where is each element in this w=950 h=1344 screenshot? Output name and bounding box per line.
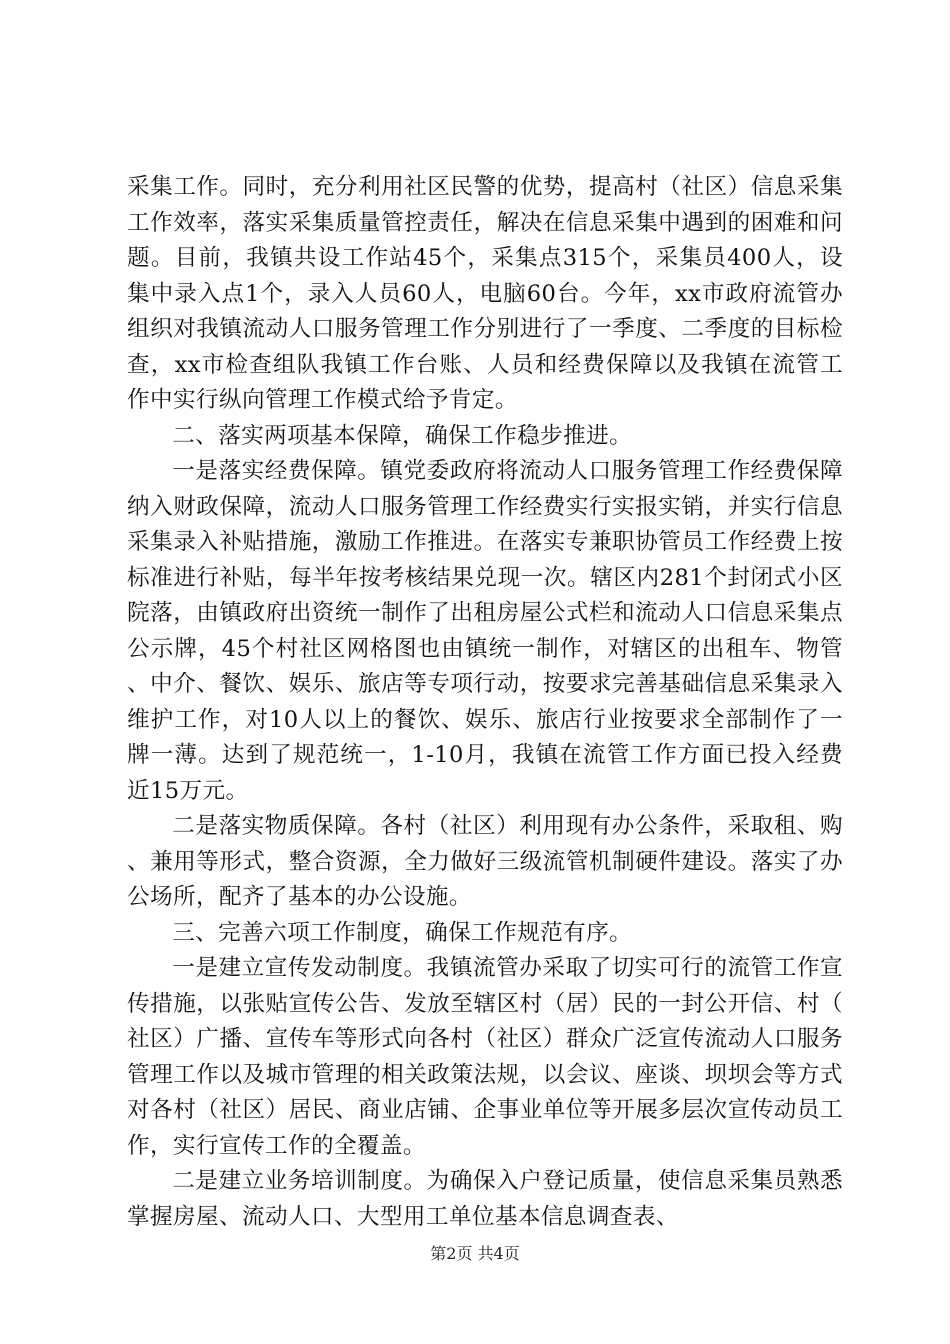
section-heading-three: 三、完善六项工作制度，确保工作规范有序。 [172,919,633,946]
paragraph-publicity-system: 一是建立宣传发动制度。我镇流管办采取了切实可行的流管工作宣传措施，以张贴宣传公告、发放至辖区村（居）民的一封公开信、村（社区）广播、宣传车等形式向各村（社区）群众广泛宣传流动人口服务管理工作以及城市管理的相关政策法规，以会议、座谈、坝坝会等方式对各村（社区）居民、商业店铺、企事业单位等开展多层次宣传动员工作，实行宣传工作的全覆盖。 [127,955,843,1159]
paragraph-continuation: 采集工作。同时，充分利用社区民警的优势，提高村（社区）信息采集工作效率，落实采集质量管控责任，解决在信息采集中遇到的困难和问题。目前，我镇共设工作站45个，采集点315个，采集员400人，设集中录入点1个，录入人员60人，电脑60台。今年，xx市政府流管办组织对我镇流动人口服务管理工作分别进行了一季度、二季度的目标检查，xx市检查组队我镇工作台账、人员和经费保障以及我镇在流管工作中实行纵向管理工作模式给予肯定。 [127,174,843,413]
page-number-footer: 第2页 共4页 [430,1244,520,1263]
document-body [127,170,843,1235]
paragraph-material-guarantee: 二是落实物质保障。各村（社区）利用现有办公条件，采取租、购、兼用等形式，整合资源，全力做好三级流管机制硬件建设。落实了办公场所，配齐了基本的办公设施。 [127,813,843,910]
paragraph-funding-guarantee: 一是落实经费保障。镇党委政府将流动人口服务管理工作经费保障纳入财政保障，流动人口服务管理工作经费实行实报实销，并实行信息采集录入补贴措施，激励工作推进。在落实专兼职协管员工作经费上按标准进行补贴，每半年按考核结果兑现一次。辖区内281个封闭式小区院落，由镇政府出资统一制作了出租房屋公式栏和流动人口信息采集点公示牌，45个村社区网格图也由镇统一制作，对辖区的出租车、物管、中介、餐饮、娱乐、旅店等专项行动，按要求完善基础信息采集录入维护工作，对10人以上的餐饮、娱乐、旅店行业按要求全部制作了一牌一薄。达到了规范统一，1-10月，我镇在流管工作方面已投入经费近15万元。 [127,458,843,804]
section-heading-two: 二、落实两项基本保障，确保工作稳步推进。 [172,422,633,449]
paragraph-training-system: 二是建立业务培训制度。为确保入户登记质量，使信息采集员熟悉掌握房屋、流动人口、大型用工单位基本信息调查表、 [127,1168,843,1230]
